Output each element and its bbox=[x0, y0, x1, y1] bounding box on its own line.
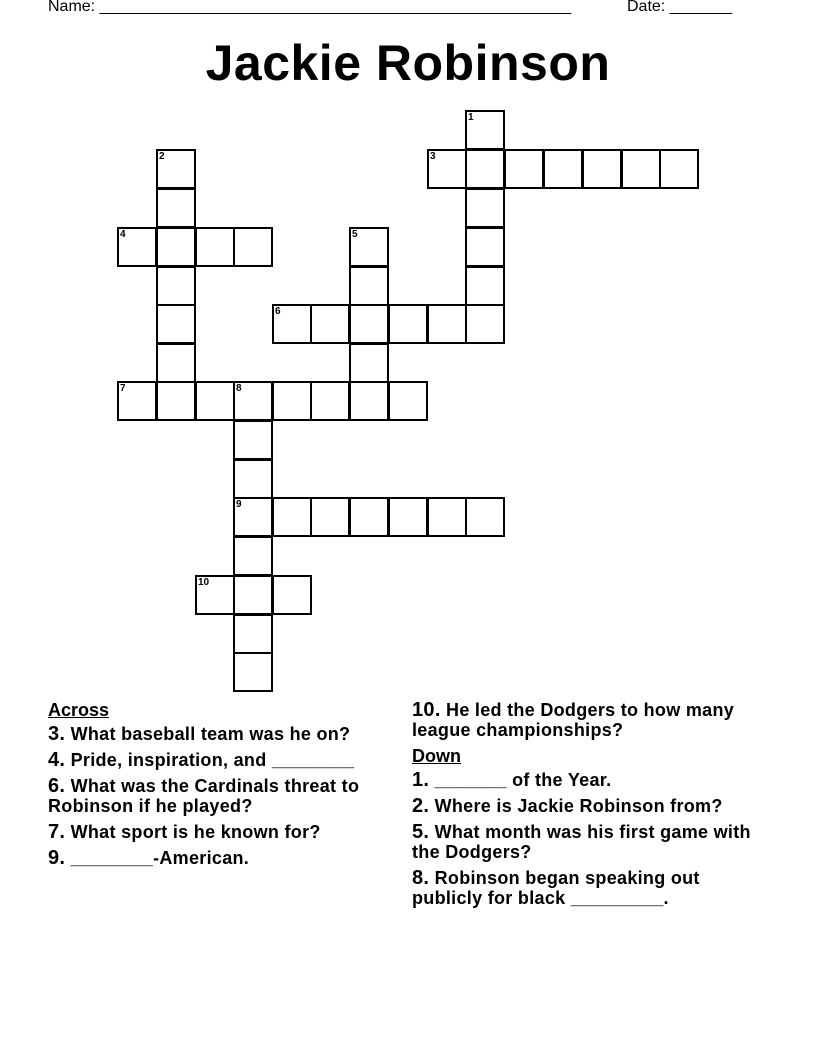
date-field-label: Date: _______ bbox=[627, 0, 732, 15]
crossword-cell[interactable] bbox=[310, 497, 350, 537]
clue-number: 2 bbox=[159, 151, 165, 162]
crossword-cell[interactable] bbox=[272, 497, 312, 537]
crossword-cell[interactable] bbox=[156, 188, 196, 228]
crossword-cell[interactable] bbox=[233, 536, 273, 576]
name-field-label: Name: _____________________________________________________ bbox=[48, 0, 572, 15]
crossword-cell[interactable] bbox=[621, 149, 661, 189]
crossword-cell[interactable] bbox=[388, 497, 428, 537]
clues-column-left bbox=[48, 700, 418, 874]
crossword-cell[interactable] bbox=[349, 304, 389, 344]
crossword-cell[interactable] bbox=[388, 381, 428, 421]
crossword-cell[interactable] bbox=[233, 420, 273, 460]
crossword-cell[interactable] bbox=[156, 266, 196, 306]
clue-number: 6 bbox=[275, 306, 281, 317]
crossword-cell[interactable] bbox=[582, 149, 622, 189]
clue-across-4: 4. Pride, inspiration, and ________ bbox=[48, 749, 355, 771]
crossword-cell[interactable] bbox=[156, 227, 196, 267]
clue-number: 10 bbox=[198, 577, 210, 588]
clue-down-1: 1. _______ of the Year. bbox=[412, 769, 612, 791]
crossword-cell[interactable] bbox=[349, 266, 389, 306]
clue-across-3: 3. What baseball team was he on? bbox=[48, 723, 351, 745]
crossword-cell[interactable] bbox=[233, 497, 273, 537]
crossword-cell[interactable] bbox=[233, 652, 273, 692]
clue-across-6: 6. What was the Cardinals threat to Robinson if he played? bbox=[48, 775, 360, 816]
clue-number: 4 bbox=[120, 229, 126, 240]
crossword-cell[interactable] bbox=[465, 266, 505, 306]
crossword-cell[interactable] bbox=[233, 614, 273, 654]
crossword-cell[interactable] bbox=[117, 381, 157, 421]
crossword-cell[interactable] bbox=[427, 149, 467, 189]
crossword-cell[interactable] bbox=[156, 343, 196, 383]
crossword-cell[interactable] bbox=[543, 149, 583, 189]
crossword-cell[interactable] bbox=[349, 497, 389, 537]
crossword-cell[interactable] bbox=[272, 381, 312, 421]
clue-number: 1 bbox=[468, 112, 474, 123]
clue-down-5: 5. What month was his first game with the Dodgers? bbox=[412, 821, 751, 862]
clue-across-7: 7. What sport is he known for? bbox=[48, 821, 321, 843]
crossword-cell[interactable] bbox=[156, 304, 196, 344]
clue-number: 7 bbox=[120, 383, 126, 394]
down-heading: Down bbox=[412, 746, 461, 766]
crossword-cell[interactable] bbox=[195, 381, 235, 421]
clues-column-right bbox=[412, 700, 782, 914]
page-title: Jackie Robinson bbox=[205, 35, 611, 91]
crossword-cell[interactable] bbox=[349, 343, 389, 383]
crossword-cell[interactable] bbox=[427, 304, 467, 344]
clue-across-9: 9. ________-American. bbox=[48, 847, 250, 869]
crossword-cell[interactable] bbox=[465, 227, 505, 267]
crossword-cell[interactable] bbox=[349, 381, 389, 421]
crossword-cell[interactable] bbox=[310, 304, 350, 344]
crossword-cell[interactable] bbox=[272, 575, 312, 615]
across-heading: Across bbox=[48, 700, 110, 720]
crossword-cell[interactable] bbox=[465, 149, 505, 189]
clue-across-10: 10. He led the Dodgers to how many league championships? bbox=[412, 699, 735, 740]
crossword-cell[interactable] bbox=[427, 497, 467, 537]
crossword-cell[interactable] bbox=[233, 227, 273, 267]
clue-down-2: 2. Where is Jackie Robinson from? bbox=[412, 795, 723, 817]
crossword-cell[interactable] bbox=[388, 304, 428, 344]
crossword-cell[interactable] bbox=[465, 497, 505, 537]
crossword-cell[interactable] bbox=[156, 381, 196, 421]
clue-number: 5 bbox=[352, 229, 358, 240]
crossword-cell[interactable] bbox=[349, 227, 389, 267]
clue-number: 3 bbox=[430, 151, 436, 162]
crossword-cell[interactable] bbox=[195, 575, 235, 615]
clue-number: 8 bbox=[236, 383, 242, 394]
crossword-cell[interactable] bbox=[310, 381, 350, 421]
clue-down-8: 8. Robinson began speaking out publicly for black _________. bbox=[412, 867, 700, 908]
crossword-cell[interactable] bbox=[195, 227, 235, 267]
crossword-cell[interactable] bbox=[117, 227, 157, 267]
crossword-cell[interactable] bbox=[233, 459, 273, 499]
crossword-cell[interactable] bbox=[465, 304, 505, 344]
crossword-cell[interactable] bbox=[233, 575, 273, 615]
crossword-cell[interactable] bbox=[272, 304, 312, 344]
clue-number: 9 bbox=[236, 499, 242, 510]
crossword-cell[interactable] bbox=[659, 149, 699, 189]
crossword-cell[interactable] bbox=[156, 149, 196, 189]
crossword-cell[interactable] bbox=[465, 188, 505, 228]
crossword-cell[interactable] bbox=[504, 149, 544, 189]
crossword-cell[interactable] bbox=[465, 110, 505, 150]
crossword-cell[interactable] bbox=[233, 381, 273, 421]
